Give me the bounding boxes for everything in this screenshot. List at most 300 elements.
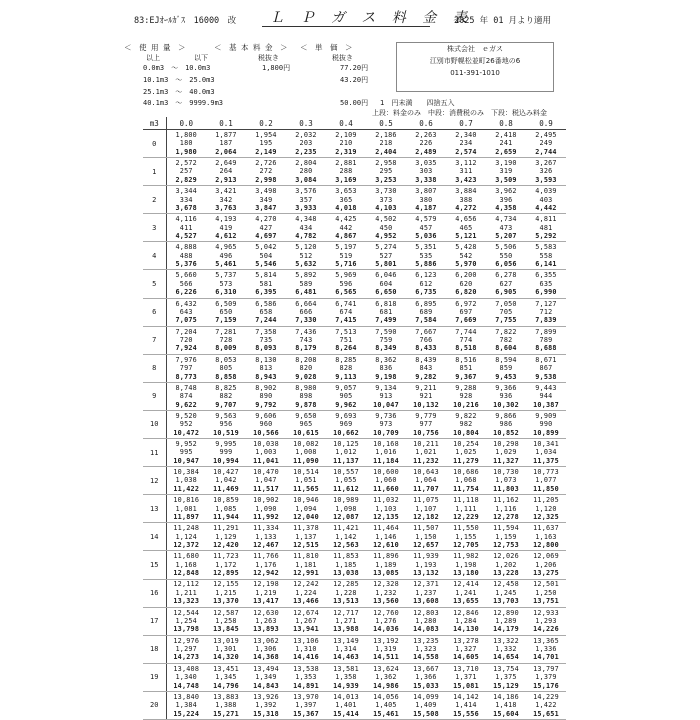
rate-cell [406, 495, 446, 523]
rate-cell [286, 467, 326, 495]
total-value: 9,113 [335, 372, 357, 381]
rate-cell-values [326, 243, 366, 268]
fee-value: 14,186 [493, 692, 519, 701]
table-row [143, 242, 566, 270]
tax-value: 1,055 [335, 476, 357, 485]
fee-value: 3,035 [415, 159, 437, 168]
total-value: 15,367 [293, 709, 319, 718]
fee-value: 8,362 [375, 355, 397, 364]
fee-value: 4,579 [415, 215, 437, 224]
total-value: 13,275 [533, 569, 559, 578]
total-value: 3,763 [215, 203, 237, 212]
tax-value: 1,336 [535, 645, 557, 654]
rate-cell [166, 495, 206, 523]
rate-cell [326, 130, 366, 158]
row-label: 12 [143, 467, 166, 495]
tax-value: 720 [179, 336, 193, 344]
rate-cell [326, 158, 366, 186]
tax-value: 1,254 [175, 616, 197, 625]
total-value: 11,469 [213, 484, 239, 493]
total-value: 8,093 [255, 344, 277, 353]
fee-value: 14,056 [373, 692, 399, 701]
tax-value: 1,224 [295, 588, 317, 597]
rate-cell [166, 410, 206, 438]
rate-cell [526, 214, 566, 242]
total-value: 3,509 [495, 175, 517, 184]
rate-cell [246, 439, 286, 467]
tax-value: 1,116 [495, 504, 517, 513]
rate-cell-values [406, 552, 446, 577]
rate-cell-values [406, 693, 446, 718]
tax-value: 1,323 [415, 645, 437, 654]
rate-cell [366, 354, 406, 382]
rate-cell [206, 186, 246, 214]
rate-cell-values [406, 243, 446, 268]
tax-value: 1,228 [335, 588, 357, 597]
fee-value: 7,976 [175, 355, 197, 364]
total-value: 10,947 [173, 456, 200, 465]
fee-value: 9,288 [455, 383, 477, 392]
rate-cell [486, 214, 526, 242]
fee-value: 13,624 [373, 664, 399, 673]
fee-value: 5,969 [335, 271, 357, 280]
rate-cell [286, 130, 326, 158]
row-label: 4 [143, 242, 166, 270]
fee-value: 6,432 [175, 299, 197, 308]
fee-value: 9,563 [215, 411, 237, 420]
rate-cell [526, 607, 566, 635]
rate-cell [526, 158, 566, 186]
fee-value: 2,263 [415, 130, 437, 139]
rate-cell-values [526, 524, 566, 549]
fee-value: 4,656 [455, 215, 477, 224]
tax-value: 890 [259, 392, 273, 401]
rate-cell [166, 214, 206, 242]
total-value: 7,159 [215, 316, 237, 325]
rate-cell-values [366, 609, 406, 634]
tax-value: 1,129 [215, 532, 237, 541]
total-value: 7,244 [255, 316, 277, 325]
total-value: 10,047 [373, 400, 399, 409]
fee-value: 9,520 [175, 411, 197, 420]
rate-cell-values [486, 243, 526, 268]
total-value: 9,707 [215, 400, 237, 409]
fee-value: 4,734 [495, 215, 517, 224]
tax-value: 1,021 [415, 448, 437, 457]
rate-cell [326, 439, 366, 467]
tax-value: 928 [459, 392, 473, 401]
rate-cell-values [526, 215, 566, 240]
rate-cell [526, 410, 566, 438]
tax-value: 1,012 [335, 448, 357, 457]
tier-range: 25.1m3 〜 40.0m3 [143, 88, 215, 96]
fee-value: 7,281 [215, 327, 237, 336]
total-value: 14,986 [373, 681, 399, 690]
total-value: 8,179 [295, 344, 317, 353]
tax-value: 1,202 [495, 560, 517, 569]
fee-value: 4,888 [175, 243, 197, 252]
rate-cell-values [326, 524, 366, 549]
rate-cell-values [206, 468, 246, 493]
tax-value: 805 [219, 364, 233, 373]
rate-cell [486, 410, 526, 438]
tax-value: 434 [299, 223, 313, 232]
total-value: 15,508 [413, 709, 439, 718]
rate-cell-values [526, 496, 566, 521]
rate-cell [166, 186, 206, 214]
fee-value: 6,278 [495, 271, 517, 280]
total-value: 13,228 [493, 569, 519, 578]
rate-cell-values [167, 187, 207, 212]
rate-cell [526, 242, 566, 270]
total-value: 14,130 [453, 625, 479, 634]
tax-value: 759 [379, 336, 393, 344]
rate-cell [206, 635, 246, 663]
row-label: 10 [143, 410, 166, 438]
total-value: 7,584 [415, 316, 437, 325]
rate-cell-values [286, 552, 326, 577]
tax-value: 1,073 [495, 476, 517, 485]
rate-cell-values [526, 243, 566, 268]
fee-value: 10,902 [253, 496, 279, 505]
tax-value: 1,198 [455, 560, 477, 569]
tax-value: 999 [219, 448, 233, 457]
fee-value: 10,341 [533, 439, 559, 448]
rate-cell [246, 579, 286, 607]
rate-cell-values [246, 356, 286, 381]
fee-value: 10,730 [493, 468, 519, 477]
rate-cell [366, 607, 406, 635]
tax-value: 442 [339, 223, 353, 232]
fee-value: 6,123 [415, 271, 437, 280]
total-value: 9,622 [175, 400, 197, 409]
rate-cell-values [167, 131, 207, 156]
rate-cell [166, 298, 206, 326]
rate-cell [526, 495, 566, 523]
rate-cell-values [286, 215, 326, 240]
fee-value: 2,572 [175, 159, 197, 168]
table-row [143, 130, 566, 158]
rate-cell [206, 523, 246, 551]
tax-value: 1,245 [495, 588, 517, 597]
usage-header: 使 用 量 [139, 43, 171, 52]
tax-value: 1,133 [255, 532, 277, 541]
rate-cell [166, 551, 206, 579]
rate-cell-values [486, 609, 526, 634]
total-value: 10,387 [533, 400, 559, 409]
row-label: 14 [143, 523, 166, 551]
fee-value: 9,650 [295, 411, 317, 420]
fee-value: 10,038 [253, 439, 279, 448]
tier-range: 10.1m3 〜 25.0m3 [143, 76, 215, 84]
total-value: 15,271 [213, 709, 239, 718]
rate-cell-values [206, 300, 246, 325]
rate-cell [206, 410, 246, 438]
tax-value: 1,392 [255, 701, 277, 710]
total-value: 11,184 [373, 456, 399, 465]
rate-cell [206, 439, 246, 467]
rate-cell-values [366, 665, 406, 690]
fee-value: 13,019 [213, 636, 239, 645]
rate-cell-values [526, 609, 566, 634]
column-header: 0.8 [486, 117, 526, 130]
fee-value: 5,814 [255, 271, 277, 280]
rate-cell-values [326, 328, 366, 353]
rate-cell-values [486, 131, 526, 156]
rate-cell [366, 242, 406, 270]
tax-value: 820 [299, 364, 313, 373]
fee-value: 5,042 [255, 243, 277, 252]
rate-cell-values [486, 300, 526, 325]
tax-value: 1,185 [335, 560, 357, 569]
total-value: 12,753 [493, 541, 519, 550]
rate-cell [286, 326, 326, 354]
rate-cell-values [206, 665, 246, 690]
tax-value: 1,340 [175, 673, 197, 682]
total-value: 11,279 [453, 456, 479, 465]
fee-value: 13,365 [533, 636, 559, 645]
rate-cell [246, 214, 286, 242]
fee-value: 2,649 [215, 159, 237, 168]
total-value: 13,132 [413, 569, 439, 578]
fee-value: 10,773 [533, 468, 559, 477]
rate-cell [286, 158, 326, 186]
rate-cell-values [326, 300, 366, 325]
rate-cell-values [406, 637, 446, 662]
tax-value: 965 [299, 420, 313, 429]
rate-cell [166, 326, 206, 354]
tax-value: 388 [459, 195, 473, 204]
rate-cell-values [286, 440, 326, 465]
fee-value: 9,211 [415, 383, 437, 392]
table-row [143, 382, 566, 410]
rate-cell-values [246, 552, 286, 577]
fee-value: 4,193 [215, 215, 237, 224]
total-value: 12,372 [173, 541, 200, 550]
rate-cell-values [366, 328, 406, 353]
total-value: 5,716 [335, 260, 357, 269]
table-row [143, 691, 566, 719]
fee-value: 13,235 [413, 636, 439, 645]
rate-table-header-row [143, 117, 566, 130]
rate-cell-values [366, 637, 406, 662]
rate-cell-values [246, 215, 286, 240]
fee-value: 13,710 [453, 664, 479, 673]
fee-value: 13,926 [253, 692, 279, 701]
rate-cell-values [326, 384, 366, 409]
total-value: 12,420 [213, 541, 239, 550]
rate-cell [526, 186, 566, 214]
rate-cell [406, 298, 446, 326]
fee-value: 11,421 [333, 524, 359, 533]
total-value: 2,064 [215, 147, 237, 156]
rate-cell-values [406, 609, 446, 634]
tier-range: 0.0m3 〜 10.0m3 [143, 64, 211, 72]
fee-value: 6,046 [375, 271, 397, 280]
tax-value: 1,362 [375, 673, 397, 682]
rate-cell-values [246, 243, 286, 268]
tax-value: 956 [219, 420, 233, 429]
tax-value: 658 [259, 307, 273, 316]
rate-cell-values [167, 215, 207, 240]
rate-cell-values [167, 552, 207, 577]
tax-value: 396 [499, 195, 513, 204]
tax-value: 1,029 [495, 448, 517, 457]
total-value: 10,852 [493, 428, 519, 437]
total-value: 15,414 [333, 709, 359, 718]
fee-value: 3,730 [375, 187, 397, 196]
rate-cell-values [446, 328, 486, 353]
table-row [143, 298, 566, 326]
rate-cell-values [406, 131, 446, 156]
rate-cell-values [366, 552, 406, 577]
total-value: 12,705 [453, 541, 479, 550]
tax-value: 1,176 [255, 560, 277, 569]
total-value: 11,041 [253, 456, 279, 465]
total-value: 4,358 [495, 203, 517, 212]
rate-cell [286, 635, 326, 663]
total-value: 11,660 [373, 484, 399, 493]
rate-cell [206, 663, 246, 691]
fee-value: 10,859 [213, 496, 239, 505]
fee-value: 14,099 [413, 692, 439, 701]
tax-value: 589 [299, 279, 313, 288]
rate-cell-values [286, 665, 326, 690]
fee-value: 12,933 [533, 608, 559, 617]
tax-value: 681 [379, 307, 393, 316]
rate-cell-values [366, 131, 406, 156]
column-header: 0.5 [366, 117, 406, 130]
rate-cell [446, 242, 486, 270]
rate-cell-values [286, 243, 326, 268]
tax-value: 921 [419, 392, 433, 401]
rate-cell [286, 186, 326, 214]
fee-value: 11,723 [213, 552, 239, 561]
tax-value: 403 [539, 195, 553, 204]
tax-value: 1,159 [495, 532, 517, 541]
rate-cell-values [286, 187, 326, 212]
total-value: 12,895 [213, 569, 239, 578]
tax-value: 986 [499, 420, 513, 429]
total-value: 8,858 [215, 372, 237, 381]
tax-value: 1,098 [335, 504, 357, 513]
tax-value: 1,146 [375, 532, 397, 541]
rate-cell-values [366, 271, 406, 296]
fee-value: 5,197 [335, 243, 357, 252]
fee-value: 10,254 [453, 439, 479, 448]
rate-cell [526, 635, 566, 663]
total-value: 15,081 [453, 681, 479, 690]
total-value: 13,608 [413, 597, 439, 606]
total-value: 10,756 [413, 428, 439, 437]
row-label: 9 [143, 382, 166, 410]
tax-value: 1,172 [215, 560, 237, 569]
tax-value: 1,163 [535, 532, 557, 541]
fee-value: 5,660 [175, 271, 197, 280]
fee-value: 2,109 [335, 130, 357, 139]
tax-value: 1,263 [255, 616, 277, 625]
rate-cell [206, 607, 246, 635]
table-row [143, 579, 566, 607]
fee-value: 8,516 [455, 355, 477, 364]
fee-value: 4,039 [535, 187, 557, 196]
rate-cell-values [406, 580, 446, 605]
tax-value: 311 [459, 167, 473, 176]
tax-value: 1,405 [375, 701, 397, 710]
tax-value: 257 [179, 167, 193, 176]
total-value: 8,688 [535, 344, 557, 353]
fee-value: 11,334 [253, 524, 279, 533]
rate-cell-values [286, 609, 326, 634]
rate-cell [486, 158, 526, 186]
total-value: 13,798 [173, 625, 200, 634]
tax-value: 1,371 [455, 673, 477, 682]
rate-cell [206, 467, 246, 495]
rate-cell [246, 326, 286, 354]
tax-value: 1,189 [375, 560, 397, 569]
total-value: 14,605 [453, 653, 479, 662]
rate-cell [406, 663, 446, 691]
rate-cell-values [406, 384, 446, 409]
rate-cell [206, 579, 246, 607]
rate-cell-values [446, 496, 486, 521]
total-value: 13,655 [453, 597, 479, 606]
rate-cell-values [406, 524, 446, 549]
fee-value: 13,451 [213, 664, 239, 673]
tax-value: 1,142 [335, 532, 357, 541]
row-label: 6 [143, 298, 166, 326]
tax-value: 1,306 [255, 645, 277, 654]
rate-cell [246, 551, 286, 579]
total-value: 6,990 [535, 288, 557, 297]
rate-cell-values [326, 131, 366, 156]
table-row [143, 326, 566, 354]
total-value: 3,084 [295, 175, 317, 184]
rate-cell [406, 186, 446, 214]
tax-value: 1,353 [295, 673, 317, 682]
fee-value: 7,127 [535, 299, 557, 308]
tax-value: 1,401 [335, 701, 357, 710]
fee-value: 10,600 [373, 468, 399, 477]
total-value: 2,489 [415, 147, 437, 156]
fee-value: 7,436 [295, 327, 317, 336]
rate-cell-values [167, 271, 207, 296]
fee-value: 4,811 [535, 215, 557, 224]
fee-value: 13,754 [493, 664, 519, 673]
rate-cell-values [486, 384, 526, 409]
rate-cell-values [406, 187, 446, 212]
rate-cell-values [446, 159, 486, 184]
total-value: 15,556 [453, 709, 479, 718]
tax-value: 357 [299, 195, 313, 204]
rate-cell-values [446, 187, 486, 212]
rate-cell-values [446, 356, 486, 381]
tax-value: 712 [539, 307, 553, 316]
rate-cell [246, 523, 286, 551]
tax-value: 1,301 [215, 645, 237, 654]
rate-cell-values [446, 131, 486, 156]
fee-value: 8,208 [295, 355, 317, 364]
fee-value: 14,013 [333, 692, 359, 701]
rate-cell-values [206, 328, 246, 353]
fee-value: 6,664 [295, 299, 317, 308]
tax-value: 1,271 [335, 616, 357, 625]
rate-cell-values [406, 328, 446, 353]
total-value: 5,376 [175, 260, 197, 269]
total-value: 11,565 [293, 484, 319, 493]
rate-cell-values [486, 328, 526, 353]
rate-cell [246, 158, 286, 186]
